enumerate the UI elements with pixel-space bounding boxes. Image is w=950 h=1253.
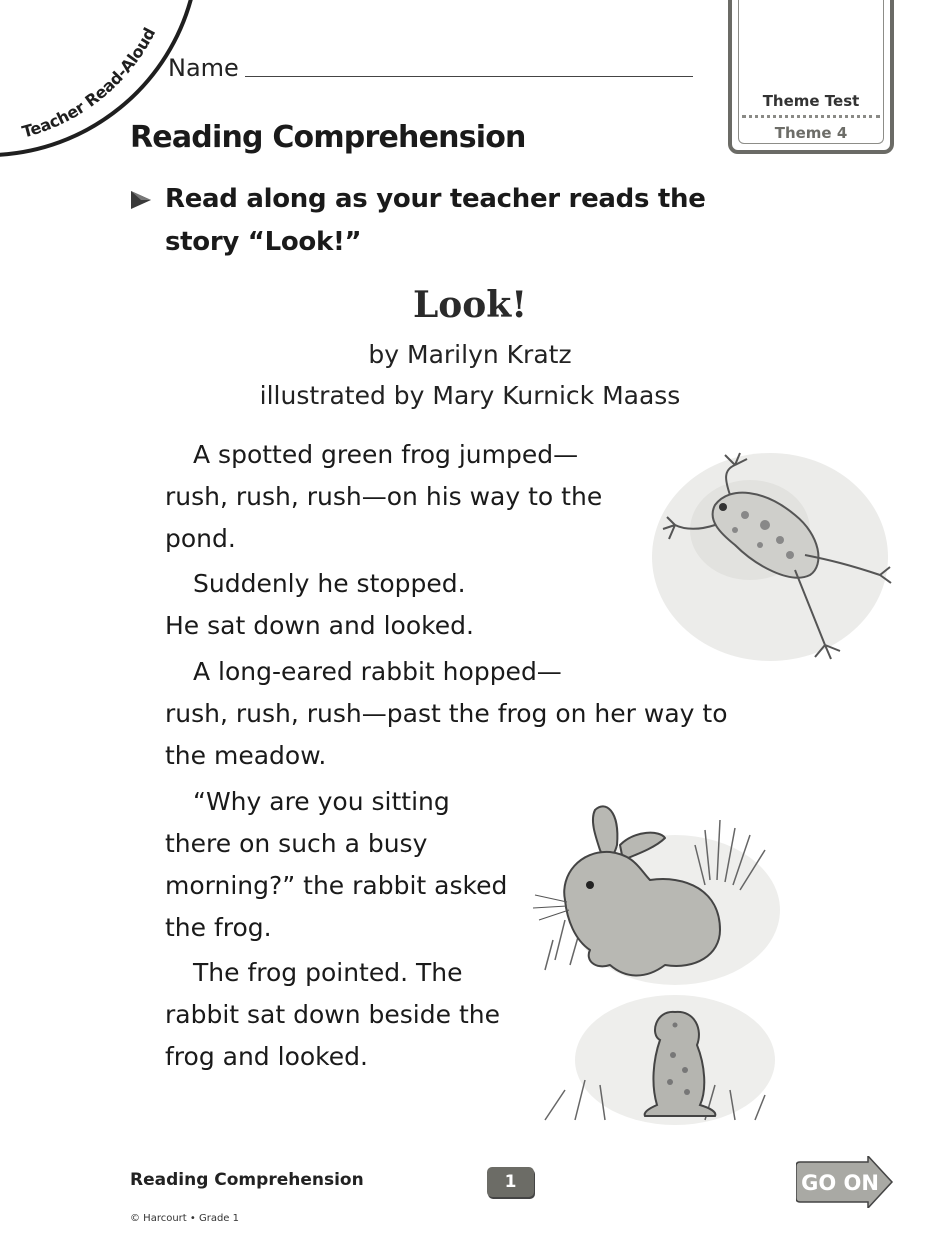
- theme-test-tab: [728, 0, 894, 154]
- story-line: The frog pointed. The: [193, 958, 463, 987]
- story-line: “Why are you sitting: [193, 787, 450, 816]
- dotted-divider: [742, 115, 880, 118]
- theme-test-label: Theme Test: [762, 92, 860, 110]
- corner-tab-label: Teacher Read-Aloud: [19, 24, 160, 142]
- story-line: the meadow.: [165, 741, 327, 770]
- instruction-line: story “Look!”: [165, 227, 362, 257]
- story-line: rush, rush, rush—on his way to the: [165, 482, 603, 511]
- rabbit-and-frog-illustration: [525, 790, 785, 1140]
- copyright-text: © Harcourt • Grade 1: [130, 1213, 239, 1224]
- theme-number-label: Theme 4: [774, 124, 848, 142]
- name-label: Name: [168, 54, 239, 82]
- story-paragraph: [165, 434, 602, 560]
- go-on-label: GO ON: [801, 1171, 879, 1195]
- page-number-badge: 1: [487, 1167, 534, 1197]
- story-line: rush, rush, rush—past the frog on her way to: [165, 699, 728, 728]
- story-paragraph: [165, 781, 507, 949]
- instruction-arrow-icon: [129, 189, 153, 211]
- theme-tab-inner-border: [738, 0, 884, 144]
- story-line: there on such a busy: [165, 829, 428, 858]
- story-paragraph: [165, 952, 500, 1078]
- story-paragraph: [165, 563, 474, 647]
- story-line: A long-eared rabbit hopped—: [193, 657, 562, 686]
- story-line: rabbit sat down beside the: [165, 1000, 500, 1029]
- section-title: Reading Comprehension: [130, 120, 526, 155]
- story-paragraph: [165, 651, 728, 777]
- story-line: A spotted green frog jumped—: [193, 440, 579, 469]
- footer-section-label: Reading Comprehension: [130, 1170, 364, 1190]
- story-line: the frog.: [165, 913, 272, 942]
- story-line: morning?” the rabbit asked: [165, 871, 508, 900]
- instruction-text: [165, 178, 725, 264]
- go-on-arrow-button[interactable]: [796, 1156, 894, 1208]
- story-line: He sat down and looked.: [165, 611, 474, 640]
- instruction-line: Read along as your teacher reads the: [165, 184, 706, 214]
- jumping-frog-illustration: [645, 445, 895, 670]
- story-line: Suddenly he stopped.: [193, 569, 466, 598]
- author-line: by Marilyn Kratz: [368, 340, 572, 369]
- story-line: frog and looked.: [165, 1042, 368, 1071]
- story-line: pond.: [165, 524, 236, 553]
- name-field-line[interactable]: [245, 76, 693, 77]
- illustrator-line: illustrated by Mary Kurnick Maass: [259, 381, 681, 410]
- story-title: Look!: [412, 284, 528, 326]
